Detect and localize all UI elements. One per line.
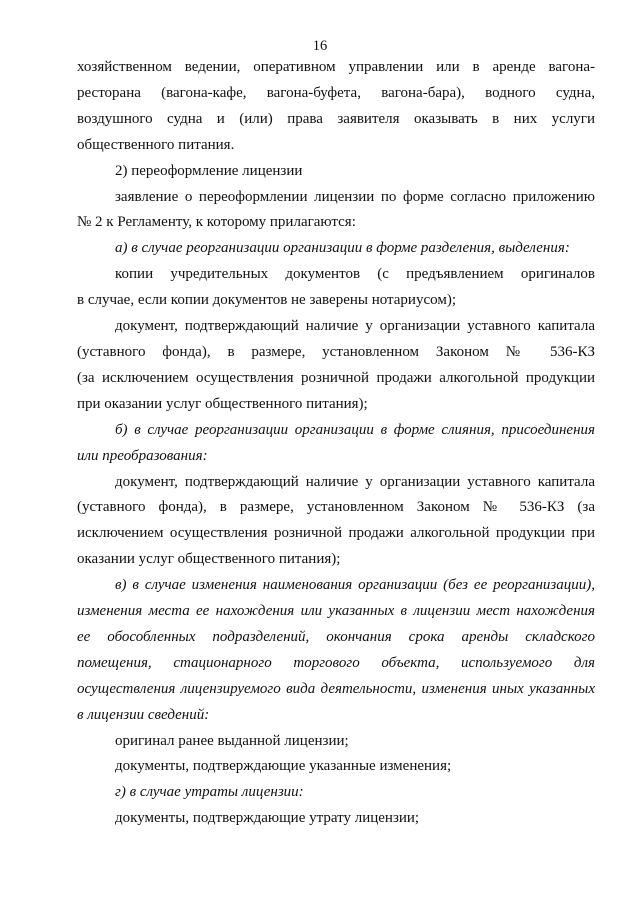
text-line: (уставного фонда), в размере, установленном Законом № 536-КЗ <box>77 343 595 360</box>
text-line: документ, подтверждающий наличие у организации уставного капитала <box>115 318 595 335</box>
text-line: оказании услуг общественного питания); <box>77 551 341 568</box>
text-line: 2) переоформление лицензии <box>115 162 303 179</box>
text-line: изменения места ее нахождения или указанных в лицензии мест нахождения <box>77 603 595 620</box>
text-line: документы, подтверждающие утрату лицензии; <box>115 810 420 827</box>
text-line: или преобразования: <box>77 447 208 464</box>
text-line: заявление о переоформлении лицензии по форме согласно приложению <box>115 188 595 205</box>
text-line: при оказании услуг общественного питания); <box>77 395 368 412</box>
text-line: в лицензии сведений: <box>77 706 210 723</box>
text-line: оригинал ранее выданной лицензии; <box>115 732 349 749</box>
text-line: ее обособленных подразделений, окончания срока аренды складского <box>77 628 595 645</box>
text-line: хозяйственном ведении, оперативном управлении или в аренде вагона- <box>77 59 595 75</box>
text-line: ресторана (вагона-кафе, вагона-буфета, вагона-бара), водного судна, <box>77 84 595 101</box>
text-line: (уставного фонда), в размере, установленном Законом № 536-КЗ (за <box>77 499 595 516</box>
text-line: в) в случае изменения наименования организации (без ее реорганизации), <box>115 577 595 594</box>
text-line: исключением осуществления розничной продажи алкогольной продукции при <box>77 525 595 542</box>
text-line: б) в случае реорганизации организации в форме слияния, присоединения <box>115 421 595 438</box>
page-number: 16 <box>312 38 328 54</box>
text-line: в случае, если копии документов не заверены нотариусом); <box>77 292 456 309</box>
text-line: документ, подтверждающий наличие у организации уставного капитала <box>115 473 595 490</box>
text-line: № 2 к Регламенту, к которому прилагаются: <box>77 214 356 231</box>
text-line: копии учредительных документов (с предъявлением оригиналов <box>115 266 595 283</box>
document-body <box>77 55 595 832</box>
text-line: а) в случае реорганизации организации в форме разделения, выделения: <box>115 240 570 257</box>
text-line: воздушного судна и (или) права заявителя оказывать в них услуги <box>77 110 595 127</box>
text-line: общественного питания. <box>77 136 235 153</box>
text-line: (за исключением осуществления розничной продажи алкогольной продукции <box>77 369 595 386</box>
text-line: осуществления лицензируемого вида деятельности, изменения иных указанных <box>77 680 595 697</box>
text-line: документы, подтверждающие указанные изменения; <box>115 758 452 775</box>
text-line: помещения, стационарного торгового объекта, используемого для <box>77 654 595 671</box>
text-line: г) в случае утраты лицензии: <box>115 784 304 801</box>
